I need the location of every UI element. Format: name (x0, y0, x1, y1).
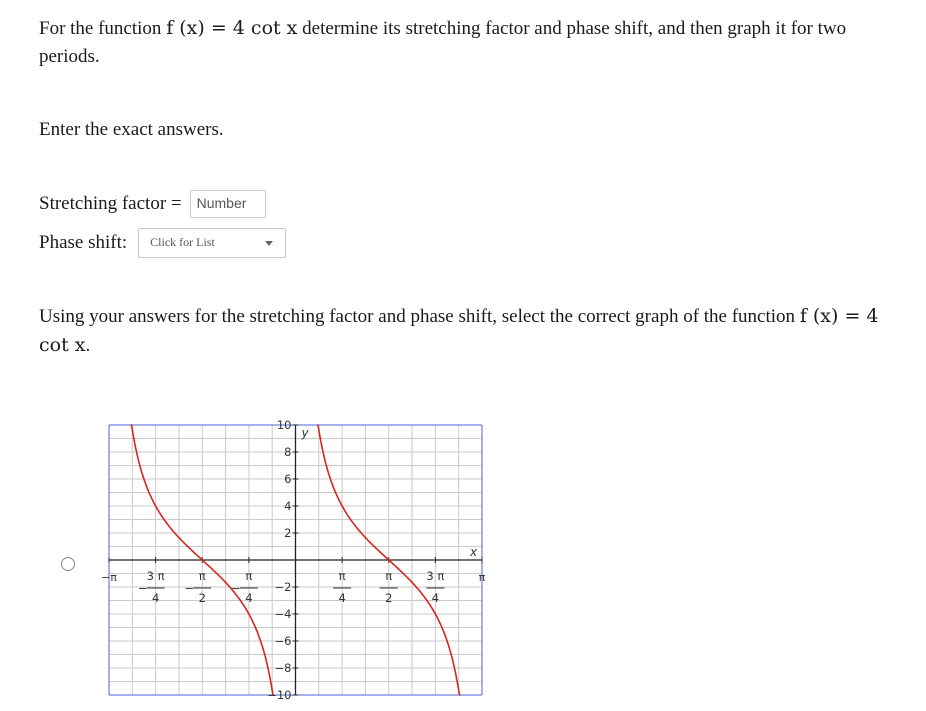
function-expression: f (x) = 4 cot x (166, 17, 298, 39)
y-tick-label: 4 (284, 499, 292, 513)
y-tick-label: −4 (274, 607, 292, 621)
y-tick-label: 2 (284, 526, 292, 540)
x-tick-numerator: π (385, 569, 393, 583)
y-tick-label: −2 (274, 580, 292, 594)
x-tick-label (101, 571, 117, 584)
chevron-down-icon (265, 241, 273, 246)
y-axis-label: y (301, 426, 309, 440)
y-tick-label: −8 (274, 661, 292, 675)
phase-shift-dropdown[interactable] (138, 228, 286, 258)
x-tick-denominator: 2 (198, 591, 206, 605)
x-tick-label (479, 571, 486, 584)
x-tick-numerator: 3 π (426, 569, 445, 583)
stretching-factor-input[interactable]: Number (190, 190, 266, 218)
x-tick-sign: − (184, 581, 195, 595)
x-tick-numerator: 3 π (146, 569, 165, 583)
stretching-factor-label: Stretching factor = (39, 193, 182, 214)
x-tick-text: −π (101, 571, 117, 584)
x-axis-label: x (470, 545, 478, 559)
y-tick-label: −10 (267, 688, 292, 700)
y-tick-label: 8 (284, 445, 292, 459)
x-tick-sign: − (137, 581, 148, 595)
y-tick-label: 6 (284, 472, 292, 486)
x-tick-denominator: 4 (338, 591, 346, 605)
x-tick-numerator: π (198, 569, 206, 583)
x-tick-denominator: 2 (385, 591, 393, 605)
graph-option-chart[interactable] (100, 410, 490, 700)
y-tick-label: 10 (276, 418, 292, 432)
graph-prompt: Using your answers for the stretching factor and phase shift, select the correct graph of the function f (x) = 4 cot x. (39, 305, 879, 356)
x-tick-numerator: π (245, 569, 253, 583)
x-tick-denominator: 4 (151, 591, 160, 605)
x-tick-denominator: 4 (245, 591, 253, 605)
y-tick-label: −6 (274, 634, 292, 648)
exact-answers-prompt: Enter the exact answers. (39, 119, 224, 140)
x-tick-text: π (478, 571, 486, 584)
phase-shift-row (39, 228, 286, 258)
stretching-factor-row (39, 190, 266, 218)
phase-shift-label: Phase shift: (39, 232, 128, 253)
radio-button-icon[interactable] (61, 557, 75, 571)
phase-shift-dropdown-text: Click for List (150, 235, 215, 249)
question-intro: For the function f (x) = 4 cot x determine its stretching factor and phase shift, and then graph it for two periods. (39, 17, 847, 67)
chart-labels (101, 418, 486, 700)
x-tick-sign: − (231, 581, 241, 595)
x-tick-numerator: π (338, 569, 346, 583)
x-tick-denominator: 4 (431, 591, 440, 605)
